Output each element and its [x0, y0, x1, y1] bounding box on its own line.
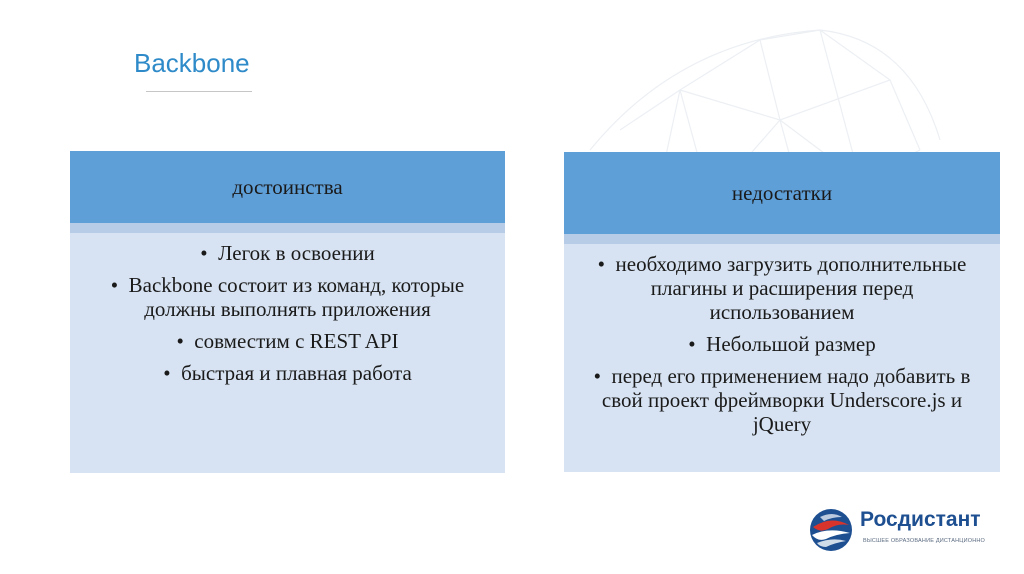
disadvantage-item: • перед его применением надо добавить в свой проект фреймворки Underscore.js и jQuery [582, 364, 982, 436]
advantage-item: • Backbone состоит из команд, которые должны выполнять приложения [88, 273, 487, 321]
disadvantage-item: • Небольшой размер [582, 332, 982, 356]
advantage-item: • Легок в освоении [88, 241, 487, 265]
rosdistant-logo [808, 507, 998, 557]
slide-title: Backbone [134, 48, 250, 78]
disadvantage-item: • необходимо загрузить дополнительные плагины и расширения перед использованием [582, 252, 982, 324]
advantages-header-label: достоинства [232, 174, 343, 199]
disadvantages-card [564, 152, 1000, 472]
disadvantages-header [564, 152, 1000, 244]
advantage-item: • быстрая и плавная работа [88, 361, 487, 385]
globe-logo-icon [808, 507, 854, 553]
disadvantages-list [564, 252, 1000, 444]
logo-name: Росдистант [860, 508, 981, 531]
advantages-card [70, 151, 505, 473]
advantage-item: • совместим с REST API [88, 329, 487, 353]
advantages-list [70, 241, 505, 393]
advantages-header [70, 151, 505, 233]
title-underline [146, 91, 252, 92]
disadvantages-header-label: недостатки [731, 180, 833, 205]
logo-tagline: ВЫСШЕЕ ОБРАЗОВАНИЕ ДИСТАНЦИОННО [863, 538, 986, 544]
